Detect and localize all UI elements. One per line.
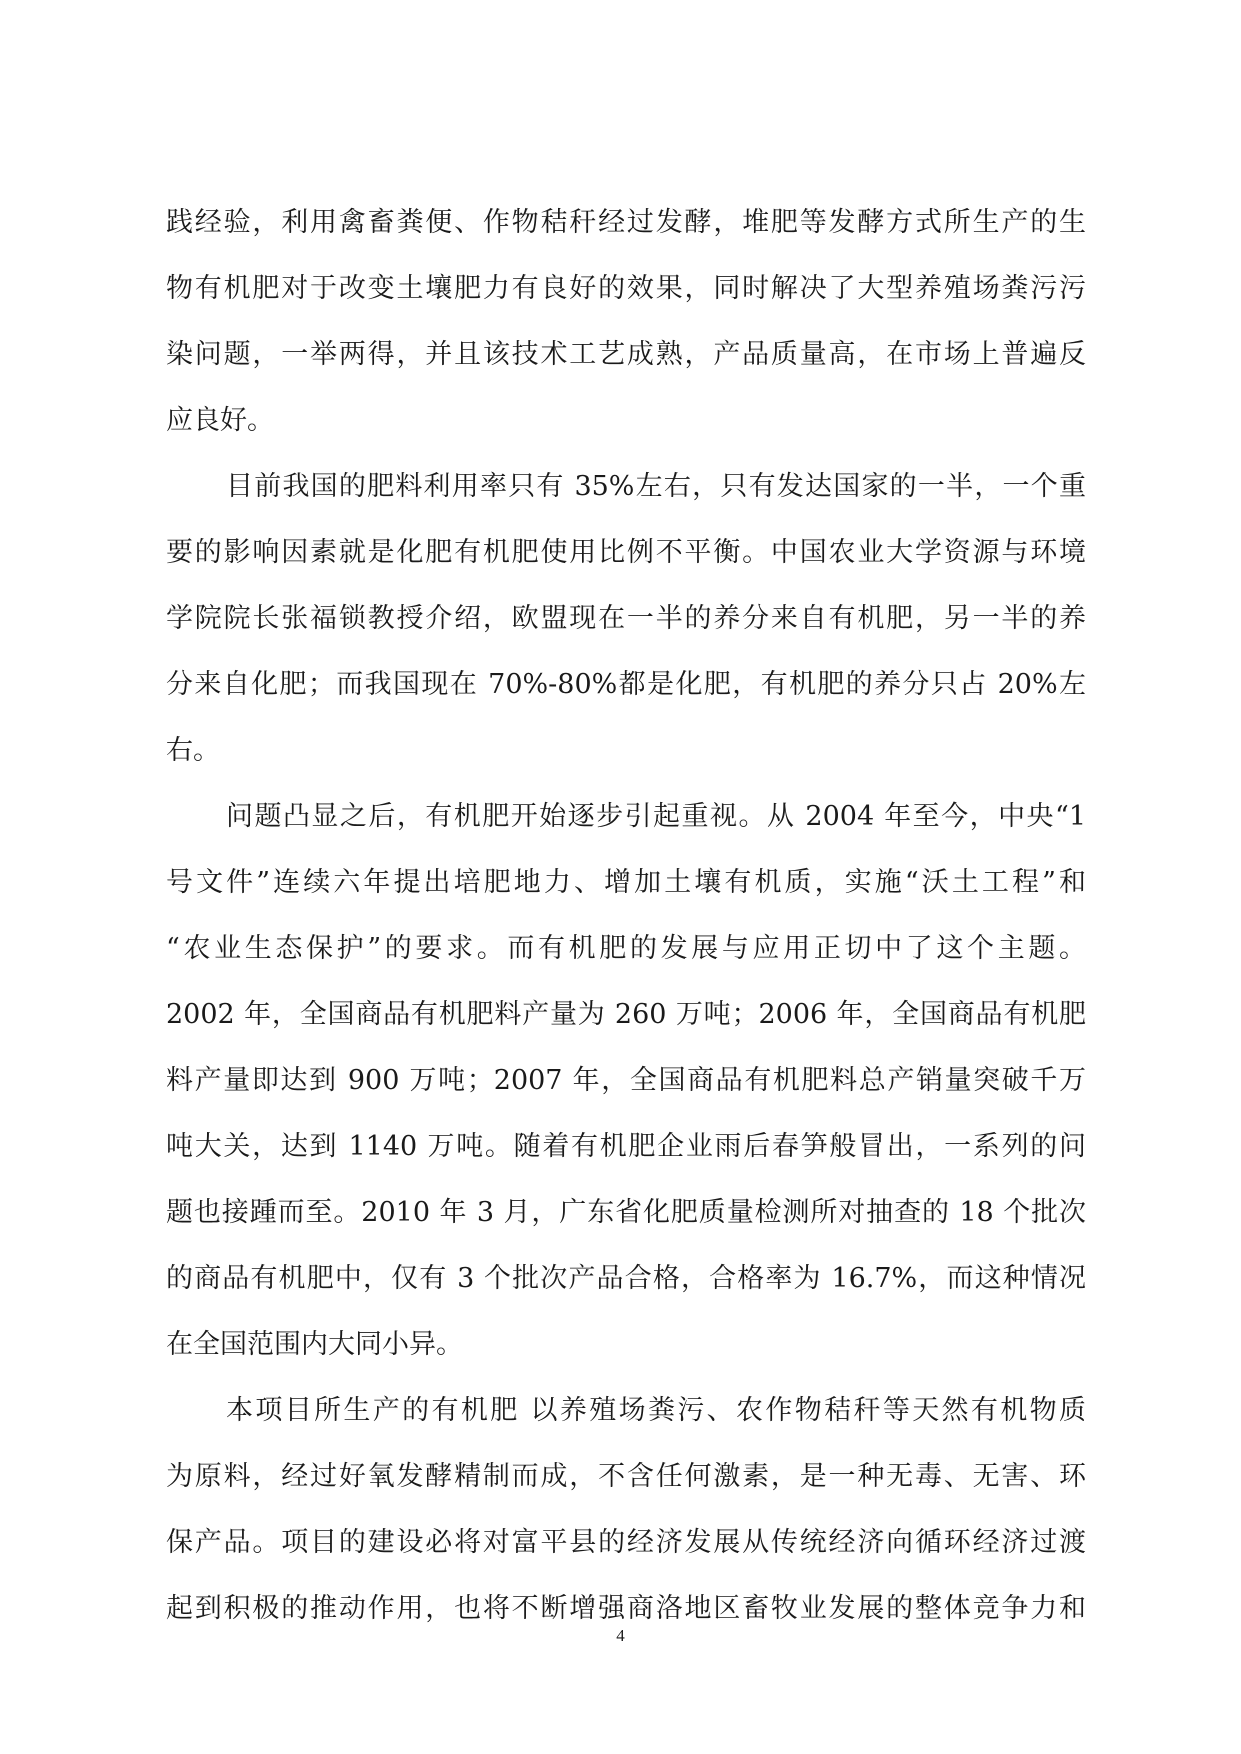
text-line: 起到积极的推动作用，也将不断增强商洛地区畜牧业发展的整体竞争力和 [166, 1593, 1086, 1624]
text-line: 号文件”连续六年提出培肥地力、增加土壤有机质，实施“沃土工程”和 [166, 867, 1086, 898]
text-line: 吨大关，达到 1140 万吨。随着有机肥企业雨后春笋般冒出，一系列的问 [166, 1131, 1086, 1162]
text-line: 践经验，利用禽畜粪便、作物秸秆经过发酵，堆肥等发酵方式所生产的生 [166, 207, 1086, 238]
text-line: 物有机肥对于改变土壤肥力有良好的效果，同时解决了大型养殖场粪污污 [166, 273, 1086, 304]
text-line: 保产品。项目的建设必将对富平县的经济发展从传统经济向循环经济过渡 [166, 1527, 1086, 1558]
text-line: 目前我国的肥料利用率只有 35%左右，只有发达国家的一半，一个重 [226, 471, 1086, 502]
body-text [166, 190, 1086, 1642]
text-line: 分来自化肥；而我国现在 70%-80%都是化肥，有机肥的养分只占 20%左 [166, 669, 1086, 700]
text-line: 的商品有机肥中，仅有 3 个批次产品合格，合格率为 16.7%，而这种情况 [166, 1263, 1086, 1294]
text-line: 应良好。 [166, 405, 274, 436]
text-line: 本项目所生产的有机肥 以养殖场粪污、农作物秸秆等天然有机物质 [226, 1395, 1086, 1426]
text-line: “农业生态保护”的要求。而有机肥的发展与应用正切中了这个主题。 [166, 933, 1086, 964]
text-line: 2002 年，全国商品有机肥料产量为 260 万吨；2006 年，全国商品有机肥 [166, 999, 1086, 1030]
text-line: 问题凸显之后，有机肥开始逐步引起重视。从 2004 年至今，中央“1 [226, 801, 1086, 832]
text-line: 料产量即达到 900 万吨；2007 年，全国商品有机肥料总产销量突破千万 [166, 1065, 1086, 1096]
text-line: 要的影响因素就是化肥有机肥使用比例不平衡。中国农业大学资源与环境 [166, 537, 1086, 568]
text-line: 学院院长张福锁教授介绍，欧盟现在一半的养分来自有机肥，另一半的养 [166, 603, 1086, 634]
text-line: 题也接踵而至。2010 年 3 月，广东省化肥质量检测所对抽查的 18 个批次 [166, 1197, 1086, 1228]
page-number: 4 [616, 1626, 625, 1645]
text-line: 染问题，一举两得，并且该技术工艺成熟，产品质量高，在市场上普遍反 [166, 339, 1086, 370]
text-line: 为原料，经过好氧发酵精制而成，不含任何激素，是一种无毒、无害、环 [166, 1461, 1086, 1492]
text-line: 右。 [166, 735, 220, 766]
text-line: 在全国范围内大同小异。 [166, 1329, 463, 1360]
